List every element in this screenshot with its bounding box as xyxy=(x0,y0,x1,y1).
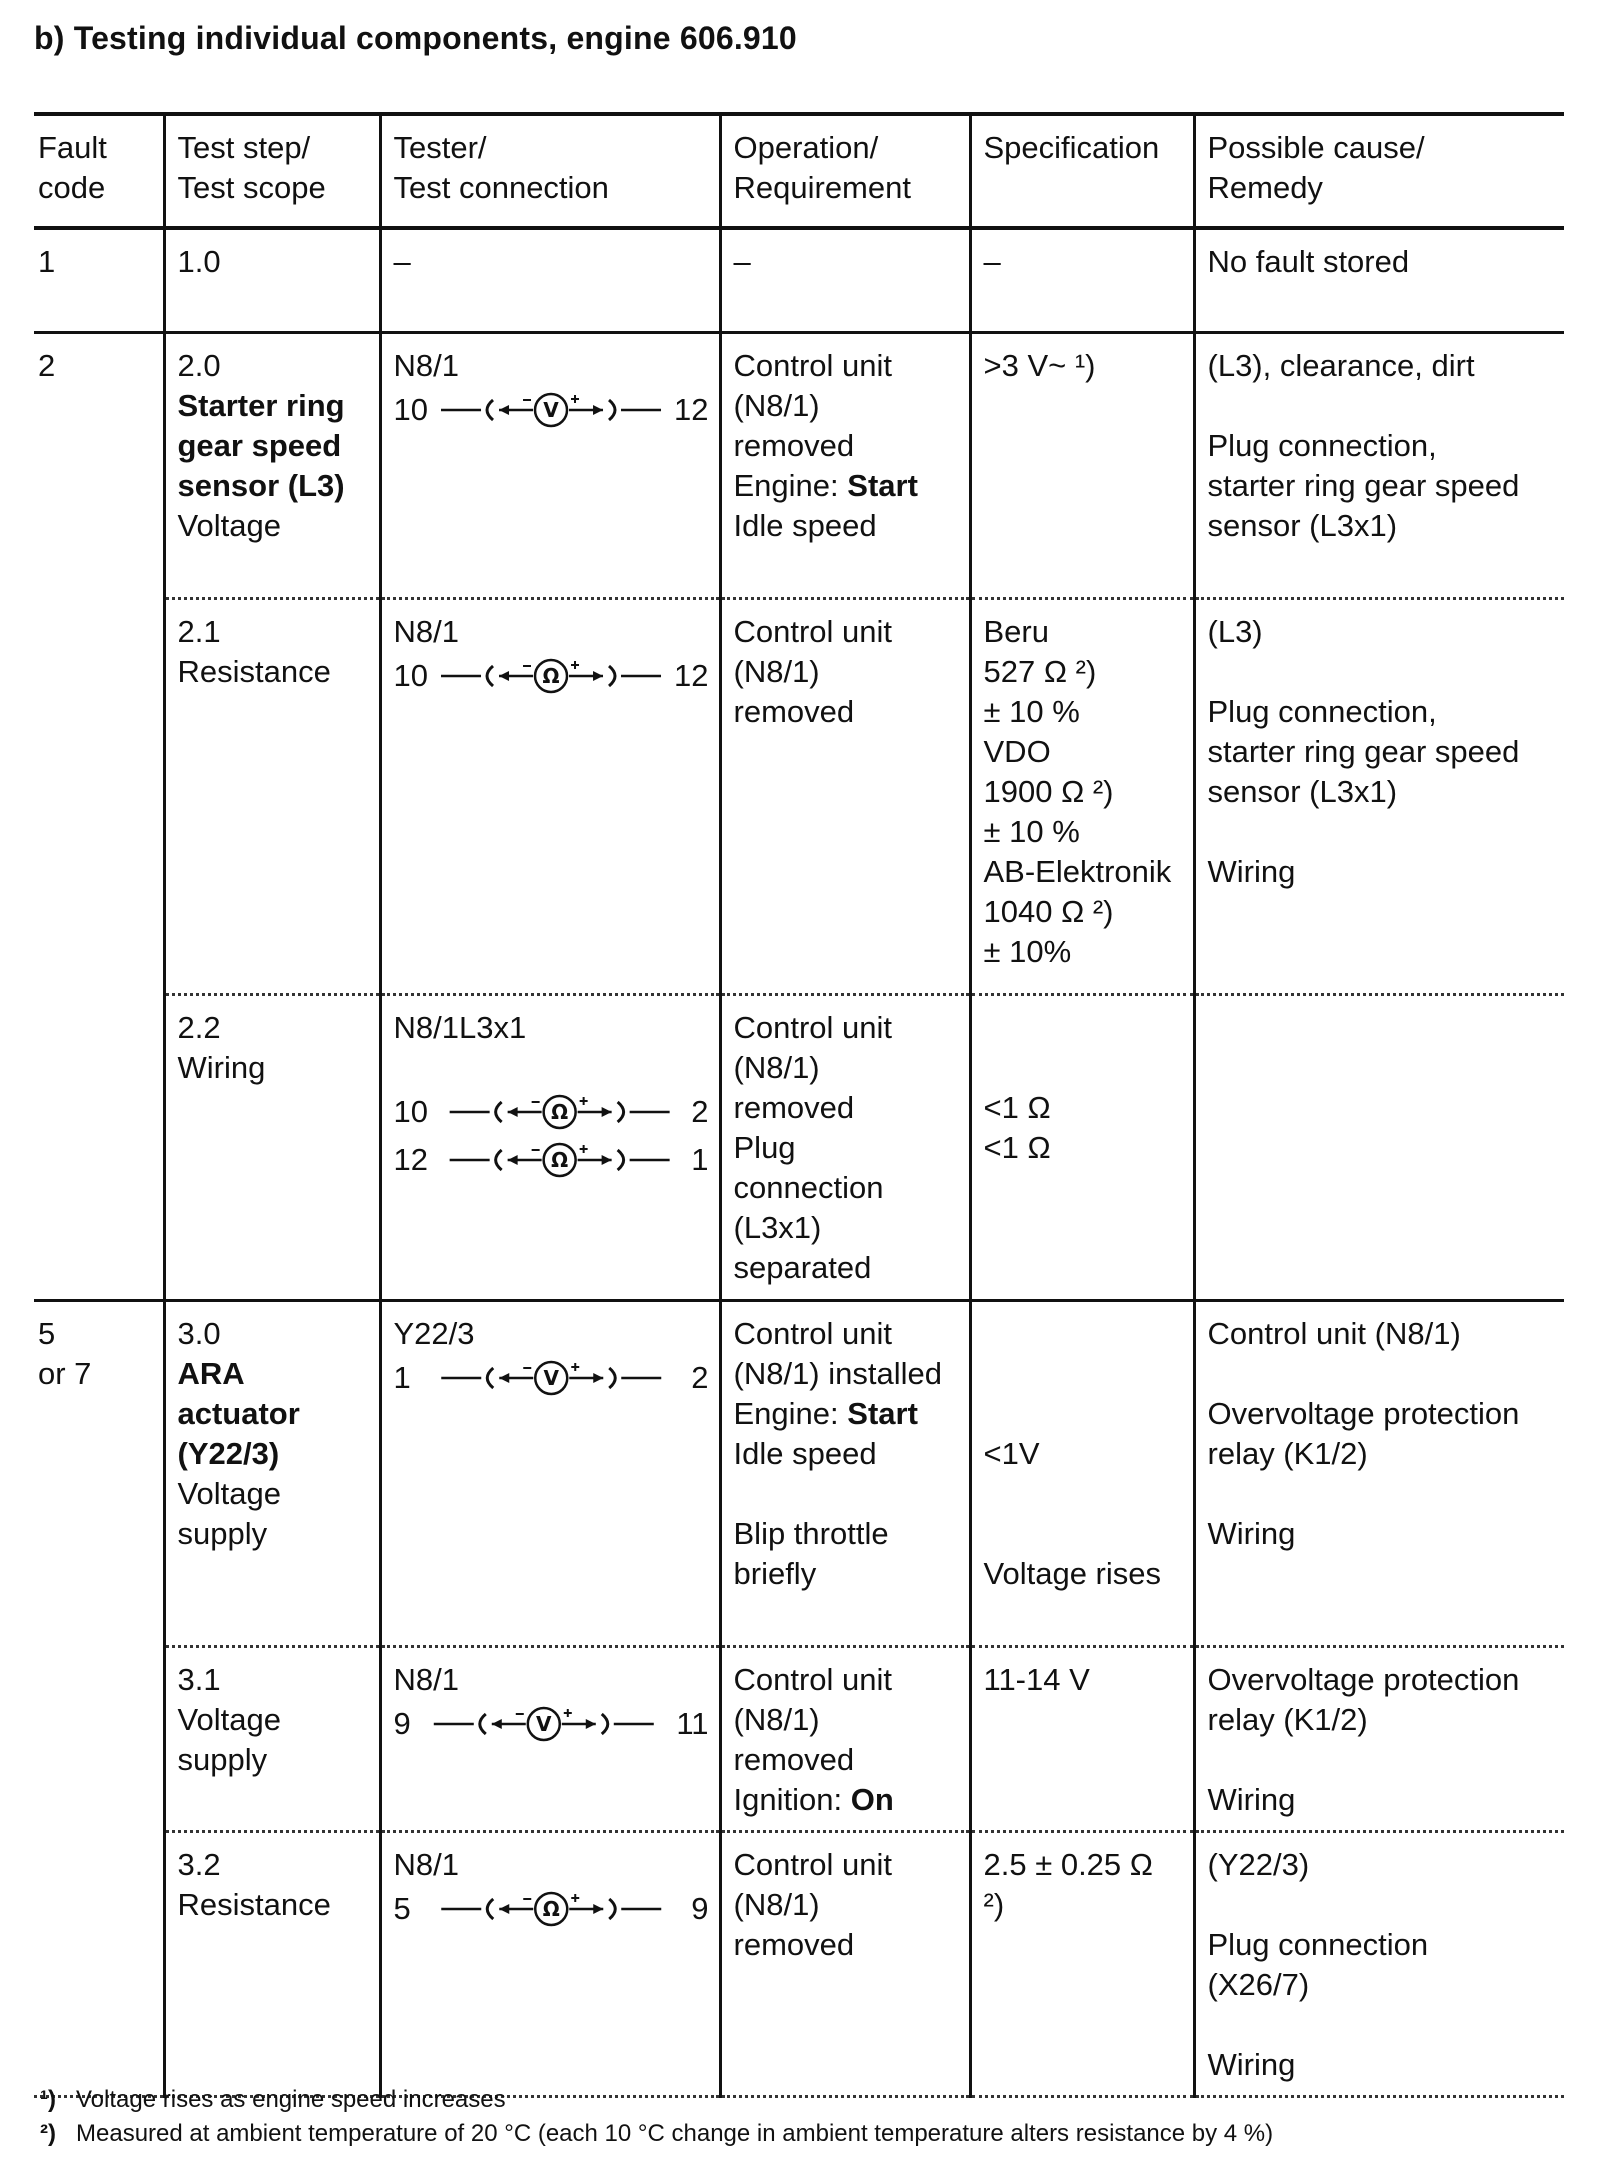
test-table xyxy=(34,112,1564,2098)
test-step: 3.2 Resistance xyxy=(164,1831,380,2096)
tester-label: Y22/3 xyxy=(393,1315,475,1351)
header-tester: Tester/ Test connection xyxy=(380,114,720,228)
voltmeter-connection: 1 V 2 xyxy=(394,1354,709,1402)
ohmmeter-icon xyxy=(432,1140,687,1180)
possible-cause: Overvoltage protection relay (K1/2) Wiring xyxy=(1194,1646,1564,1831)
possible-cause: (L3), clearance, dirt Plug connection, starter ring gear speed sensor (L3x1) xyxy=(1194,332,1564,598)
page-title: b) Testing individual components, engine 606.910 xyxy=(34,20,797,56)
operation: Control unit (N8/1) removed xyxy=(720,1831,970,2096)
table-row xyxy=(34,1831,1564,2096)
test-step: 2.1 Resistance xyxy=(164,598,380,994)
svg-text:V: V xyxy=(543,1365,559,1390)
ohmmeter-connection: 12 Ω 1 xyxy=(394,1136,709,1184)
tester-connection xyxy=(380,1646,720,1831)
voltmeter-icon xyxy=(415,1358,688,1398)
voltmeter-icon xyxy=(415,1704,673,1744)
possible-cause: (L3) Plug connection, starter ring gear speed sensor (L3x1) Wiring xyxy=(1194,598,1564,994)
operation: Control unit (N8/1) removed xyxy=(720,598,970,994)
ohmmeter-connection: 5 Ω 9 xyxy=(394,1885,709,1933)
specification: <1V Voltage rises xyxy=(970,1300,1194,1646)
tester-connection: – xyxy=(380,228,720,332)
operation: Control unit (N8/1) removed Ignition: On xyxy=(720,1646,970,1831)
ohmmeter-connection: 10 Ω 12 xyxy=(394,652,709,700)
table-row xyxy=(34,598,1564,994)
tester-label: N8/1 xyxy=(393,347,459,383)
voltmeter-icon xyxy=(432,390,670,430)
test-step: 1.0 xyxy=(164,228,380,332)
svg-text:Ω: Ω xyxy=(542,663,560,688)
header-test-step: Test step/ Test scope xyxy=(164,114,380,228)
possible-cause: No fault stored xyxy=(1194,228,1564,332)
possible-cause xyxy=(1194,994,1564,1300)
tester-label: N8/1 xyxy=(393,613,459,649)
fault-code: 5 or 7 xyxy=(38,1315,92,1391)
header-operation: Operation/ Requirement xyxy=(720,114,970,228)
header-specification: Specification xyxy=(970,114,1194,228)
specification: 2.5 ± 0.25 Ω ²) xyxy=(970,1831,1194,2096)
fault-code: 1 xyxy=(38,244,56,279)
specification: 11-14 V xyxy=(970,1646,1194,1831)
possible-cause: Control unit (N8/1) Overvoltage protection relay (K1/2) Wiring xyxy=(1194,1300,1564,1646)
header-row xyxy=(34,114,1564,228)
specification: <1 Ω <1 Ω xyxy=(970,994,1194,1300)
voltmeter-connection: 9 V 11 xyxy=(394,1700,709,1748)
table-row xyxy=(34,994,1564,1300)
header-possible-cause: Possible cause/ Remedy xyxy=(1194,114,1564,228)
operation: Control unit (N8/1) installed Engine: Start Idle speed Blip throttle briefly xyxy=(720,1300,970,1646)
tester-connection xyxy=(380,994,720,1300)
table-row xyxy=(34,332,1564,598)
tester-connection xyxy=(380,1300,720,1646)
footnote-2: ²) Measured at ambient temperature of 20 °C (each 10 °C change in ambient temperature alters resistance by 4 %) xyxy=(40,2120,1274,2147)
tester-label: N8/1 xyxy=(393,1846,459,1882)
svg-text:Ω: Ω xyxy=(551,1147,569,1172)
table-row xyxy=(34,1300,1564,1646)
test-step: 3.1 Voltage supply xyxy=(164,1646,380,1831)
ohmmeter-icon xyxy=(432,1092,687,1132)
test-step: 2.2 Wiring xyxy=(164,994,380,1300)
svg-text:V: V xyxy=(543,397,559,422)
test-step: 3.0 ARA actuator (Y22/3) Voltage supply xyxy=(164,1300,380,1646)
test-step: 2.0 Starter ring gear speed sensor (L3) Voltage xyxy=(164,332,380,598)
svg-text:Ω: Ω xyxy=(542,1896,560,1921)
fault-code: 2 xyxy=(38,347,56,383)
specification: >3 V~ ¹) xyxy=(970,332,1194,598)
tester-label: N8/1 xyxy=(393,1661,459,1697)
specification: Beru 527 Ω ²) ± 10 % VDO 1900 Ω ²) ± 10 % AB-Elektronik 1040 Ω ²) ± 10% xyxy=(970,598,1194,994)
tester-connection xyxy=(380,1831,720,2096)
ohmmeter-icon xyxy=(415,1889,688,1929)
specification: – xyxy=(970,228,1194,332)
tester-connection xyxy=(380,332,720,598)
operation: Control unit (N8/1) removed Engine: Start Idle speed xyxy=(720,332,970,598)
footnote-1: ¹) Voltage rises as engine speed increases xyxy=(40,2086,506,2113)
table-row xyxy=(34,1646,1564,1831)
operation: – xyxy=(720,228,970,332)
table-row xyxy=(34,228,1564,332)
ohmmeter-connection: 10 Ω 2 xyxy=(394,1088,709,1136)
tester-connection xyxy=(380,598,720,994)
svg-text:Ω: Ω xyxy=(551,1099,569,1124)
possible-cause: (Y22/3) Plug connection (X26/7) Wiring xyxy=(1194,1831,1564,2096)
ohmmeter-icon xyxy=(432,656,670,696)
svg-text:V: V xyxy=(535,1711,552,1736)
header-fault-code: Fault code xyxy=(38,130,107,205)
operation: Control unit (N8/1) removed Plug connection (L3x1) separated xyxy=(720,994,970,1300)
voltmeter-connection: 10 V 12 xyxy=(394,386,709,434)
tester-labels: N8/1L3x1 xyxy=(393,1009,527,1045)
